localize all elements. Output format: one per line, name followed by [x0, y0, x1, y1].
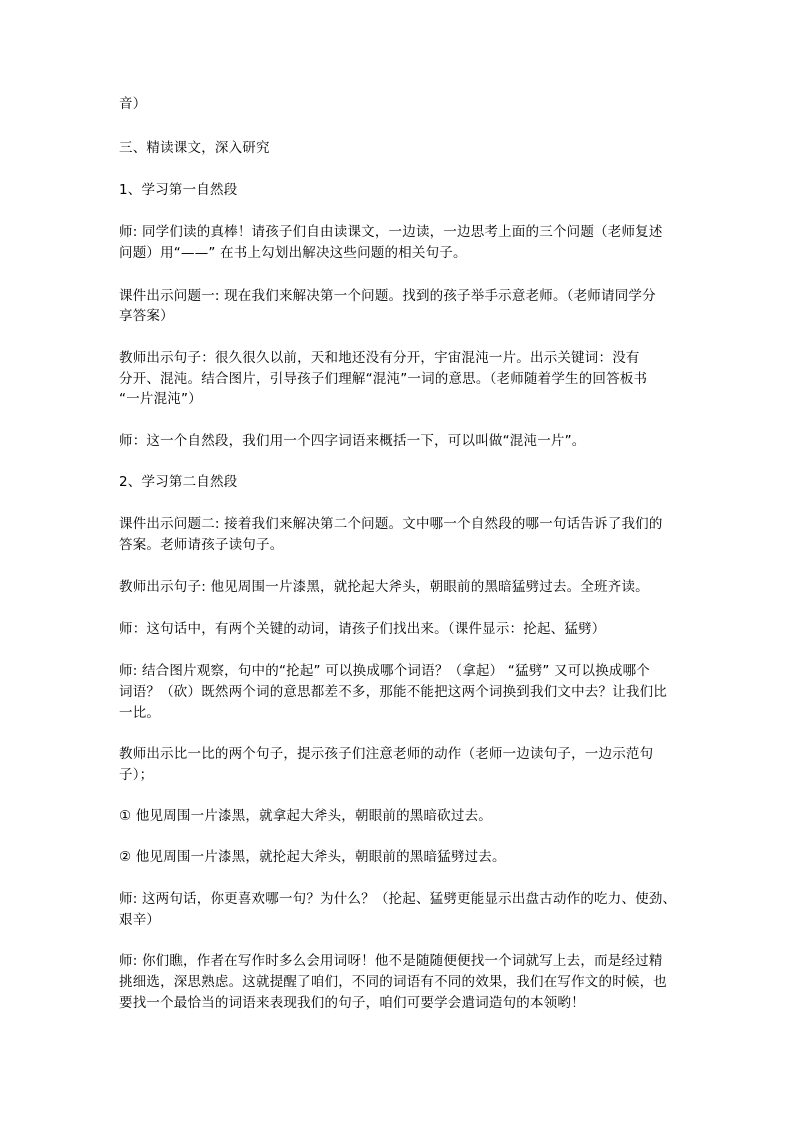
paragraph-line: 师: 同学们读的真棒！请孩子们自由读课文，一边读，一边思考上面的三个问题（老师复述	[119, 224, 663, 240]
paragraph-line: 教师出示句子: 他见周围一片漆黑，就抡起大斧头，朝眼前的黑暗猛劈过去。全班齐读。	[119, 579, 649, 595]
paragraph-line: 师：这一个自然段，我们用一个四字词语来概括一下，可以叫做“混沌一片”。	[119, 433, 586, 449]
subsection-heading: 1、学习第一自然段	[119, 182, 238, 198]
paragraph-line: 要找一个最恰当的词语来表现我们的句子，咱们可要学会遣词造句的本领哟！	[119, 995, 585, 1011]
paragraph-line: 答案。老师请孩子读句子。	[119, 537, 284, 553]
paragraph-line: 问题）用“——” 在书上勾划出解决这些问题的相关句子。	[119, 245, 467, 261]
paragraph-line: 课件出示问题二: 接着我们来解决第二个问题。文中哪一个自然段的哪一句话告诉了我们的	[119, 516, 663, 532]
paragraph-line: 分开、混沌。结合图片，引导孩子们理解“混沌”一词的意思。（老师随着学生的回答板书	[119, 371, 648, 387]
paragraph-line: 享答案）	[119, 308, 174, 324]
paragraph-line: 师: 结合图片观察，句中的“抡起” 可以换成哪个词语？（拿起） “猛劈” 又可以换成哪个	[119, 663, 650, 679]
numbered-sentence: ② 他见周围一片漆黑，就抡起大斧头，朝眼前的黑暗猛劈过去。	[119, 849, 506, 865]
paragraph-line: 师：这句话中，有两个关键的动词，请孩子们找出来。（课件显示：抡起、猛劈）	[119, 621, 606, 637]
paragraph-line: 一比。	[119, 705, 161, 721]
paragraph-line: 师: 你们瞧，作者在写作时多么会用词呀！他不是随随便便找一个词就写上去，而是经过精	[119, 953, 663, 969]
paragraph-line: 教师出示句子：很久很久以前，天和地还没有分开，宇宙混沌一片。出示关键词：没有	[119, 350, 640, 366]
subsection-heading: 2、学习第二自然段	[119, 474, 238, 490]
paragraph-line: 师: 这两句话，你更喜欢哪一句？为什么？（抡起、猛劈更能显示出盘古动作的吃力、使劲、	[119, 891, 677, 907]
paragraph-line: 音）	[119, 96, 147, 112]
paragraph-line: 子）；	[119, 767, 154, 783]
numbered-sentence: ① 他见周围一片漆黑，就拿起大斧头，朝眼前的黑暗砍过去。	[119, 808, 492, 824]
paragraph-line: “一片混沌”）	[119, 391, 202, 407]
paragraph-line: 艰辛）	[119, 912, 161, 928]
paragraph-line: 教师出示比一比的两个句子，提示孩子们注意老师的动作（老师一边读句子，一边示范句	[119, 746, 654, 762]
section-heading: 三、精读课文，深入研究	[119, 140, 270, 156]
paragraph-line: 挑细选，深思熟虑。这就提醒了咱们，不同的词语有不同的效果，我们在写作文的时候，也	[119, 974, 667, 990]
paragraph-line: 词语？（砍）既然两个词的意思都差不多，那能不能把这两个词换到我们文中去？让我们比	[119, 684, 667, 700]
paragraph-line: 课件出示问题一: 现在我们来解决第一个问题。找到的孩子举手示意老师。（老师请同学分	[119, 288, 656, 304]
